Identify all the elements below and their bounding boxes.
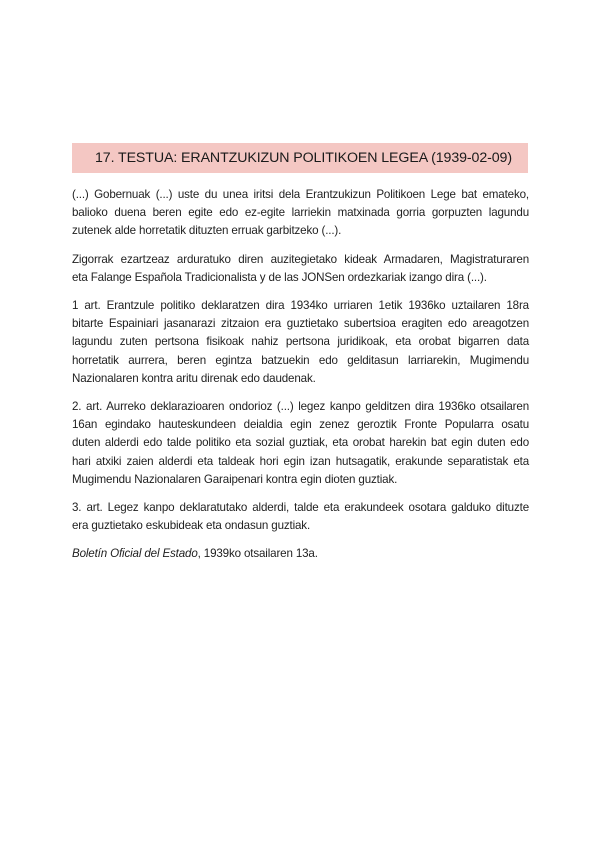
text-line: era guztietako eskubideak eta ondasun guztiak. <box>72 519 311 533</box>
source-date: , 1939ko otsailaren 13a. <box>197 547 318 561</box>
paragraph-article-2 <box>72 398 529 489</box>
text-line: bitarte Espainiari jasanarazi zitzaion era guztietako subertsioa eragiten edo areagotzen <box>72 317 529 331</box>
text-line: duten alderdi edo talde politiko eta sozial guztiak, eta orobat harekin bat egin duten edo <box>72 436 529 450</box>
document-body <box>72 186 529 574</box>
text-line: 3. art. Legez kanpo deklaratutako alderdi, talde eta erakundeek osotara galduko dituzte <box>72 501 529 515</box>
text-line: eta Falange Española Tradicionalista y de las JONSen ordezkariak izango dira (...). <box>72 270 487 284</box>
text-line: horretatik aurrera, beren egintza batzuekin edo gelditasun larriarekin, Mugimendu <box>72 353 529 367</box>
paragraph-article-1 <box>72 297 529 388</box>
text-line: lagundu zuten pertsona fisikoak nahiz pertsona juridikoak, eta orobat bigarren data <box>72 335 529 349</box>
text-line: balioko duena beren egite edo ez-egite larriekin matxinada gorria gorpuzten lagundu <box>72 206 529 220</box>
text-line: 16an egindako hauteskundeen deialdia egin zenez geroztik Fronte Popularra osatu <box>72 418 529 432</box>
text-line: 1 art. Erantzule politiko deklaratzen dira 1934ko urriaren 1etik 1936ko uztailaren 18ra <box>72 299 529 313</box>
text-line: hari atxiki zaien alderdi eta taldeak hori egin izan hutsagatik, erakunde separatistak eta <box>72 454 529 468</box>
paragraph-1 <box>72 186 529 241</box>
text-line: Zigorrak ezartzeaz arduratuko diren auzitegietako kideak Armadaren, Magistraturaren <box>72 252 529 266</box>
paragraph-article-3 <box>72 499 529 535</box>
text-line: Mugimendu Nazionalaren Garaipenari kontra egin dioten guztiak. <box>72 472 398 486</box>
source-publication: Boletín Oficial del Estado <box>72 547 198 561</box>
text-line: 2. art. Aurreko deklarazioaren ondorioz (...) legez kanpo gelditzen dira 1936ko otsailaren <box>72 400 529 414</box>
text-line: (...) Gobernuak (...) uste du unea iritsi dela Erantzukizun Politikoen Lege bat emateko, <box>72 188 529 201</box>
paragraph-2 <box>72 251 529 287</box>
text-line: zutenek alde horretatik dituzten erruak garbitzeko (...). <box>72 224 342 238</box>
document-title: 17. TESTUA: ERANTZUKIZUN POLITIKOEN LEGEA (1939-02-09) <box>95 150 512 166</box>
title-banner <box>72 143 528 173</box>
source-citation <box>72 545 529 563</box>
text-line: Nazionalaren kontra aritu direnak edo daudenak. <box>72 371 316 385</box>
